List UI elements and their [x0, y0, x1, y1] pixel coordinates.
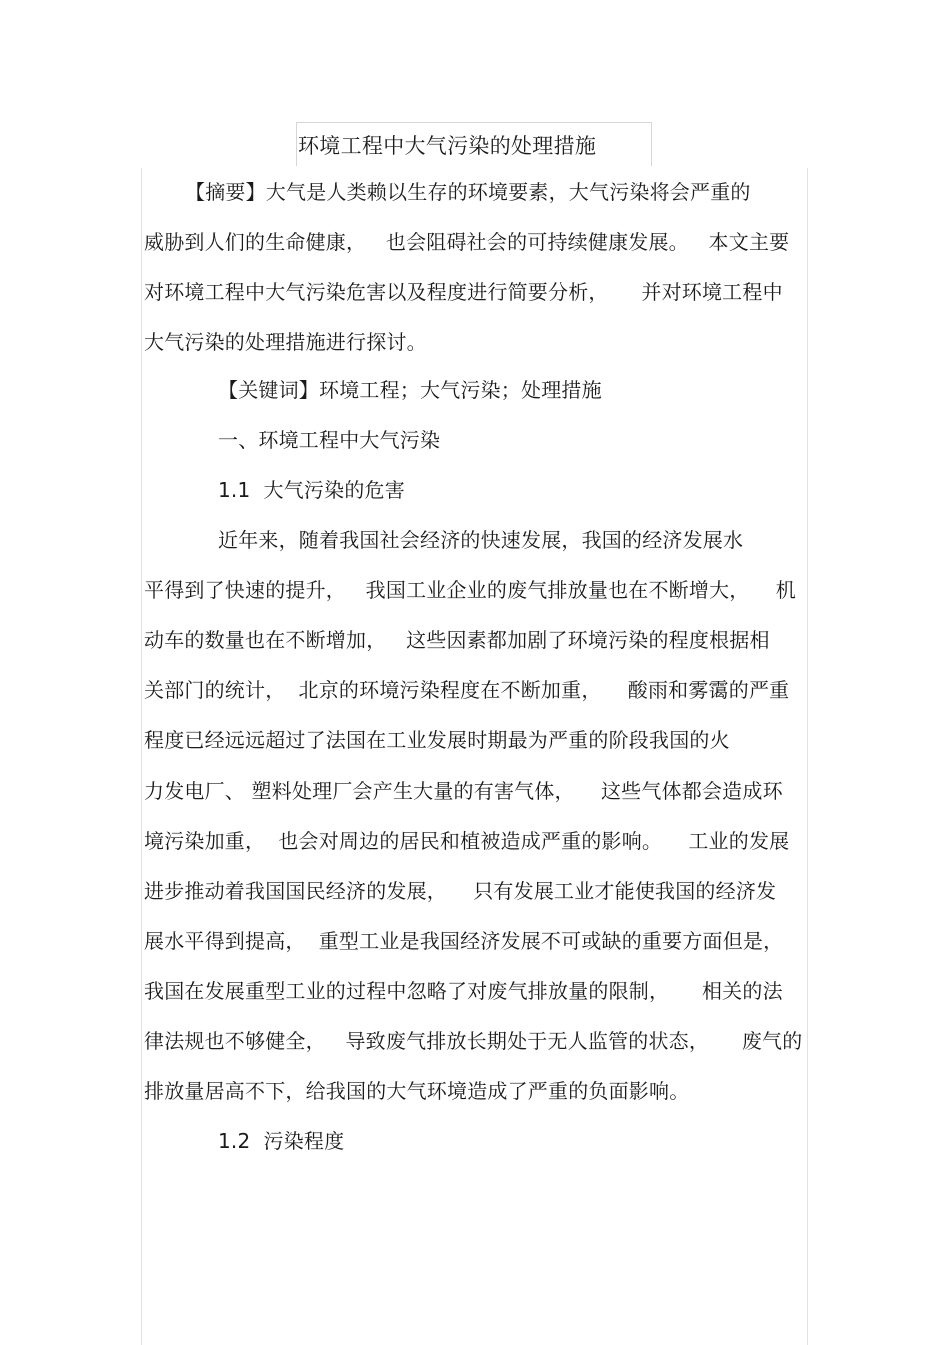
paragraph-line: 近年来，随着我国社会经济的快速发展，我国的经济发展水 — [218, 528, 744, 552]
subsection-heading: 1.2 污染程度 — [218, 1129, 345, 1153]
document-title: 环境工程中大气污染的处理措施 — [298, 134, 597, 158]
paragraph-line: 关部门的统计， 北京的环境污染程度在不断加重， 酸雨和雾霭的严重 — [144, 678, 790, 702]
paragraph-line: 我国在发展重型工业的过程中忽略了对废气排放量的限制， 相关的法 — [144, 979, 783, 1003]
section-heading: 一、环境工程中大气污染 — [218, 428, 441, 452]
paragraph-line: 排放量居高不下，给我国的大气环境造成了严重的负面影响。 — [144, 1079, 690, 1103]
abstract-line: 对环境工程中大气污染危害以及程度进行简要分析， 并对环境工程中 — [144, 280, 783, 304]
paragraph-line: 程度已经远远超过了法国在工业发展时期最为严重的阶段我国的火 — [144, 728, 730, 752]
paragraph-line: 律法规也不够健全， 导致废气排放长期处于无人监管的状态， 废气的 — [144, 1029, 803, 1053]
paragraph-line: 进步推动着我国国民经济的发展， 只有发展工业才能使我国的经济发 — [144, 879, 777, 903]
paragraph-line: 境污染加重， 也会对周边的居民和植被造成严重的影响。 工业的发展 — [144, 829, 790, 853]
keywords-line: 【关键词】环境工程；大气污染；处理措施 — [218, 378, 602, 402]
abstract-line: 【摘要】大气是人类赖以生存的环境要素，大气污染将会严重的 — [185, 180, 751, 204]
paragraph-line: 动车的数量也在不断增加， 这些因素都加剧了环境污染的程度根据相 — [144, 628, 770, 652]
subsection-heading: 1.1 大气污染的危害 — [218, 478, 405, 502]
abstract-line: 威胁到人们的生命健康， 也会阻碍社会的可持续健康发展。 本文主要 — [144, 230, 790, 254]
paragraph-line: 展水平得到提高， 重型工业是我国经济发展不可或缺的重要方面但是， — [144, 929, 784, 953]
paragraph-line: 平得到了快速的提升， 我国工业企业的废气排放量也在不断增大， 机 — [144, 578, 796, 602]
paragraph-line: 力发电厂、 塑料处理厂会产生大量的有害气体， 这些气体都会造成环 — [144, 779, 783, 803]
abstract-line: 大气污染的处理措施进行探讨。 — [144, 330, 427, 354]
